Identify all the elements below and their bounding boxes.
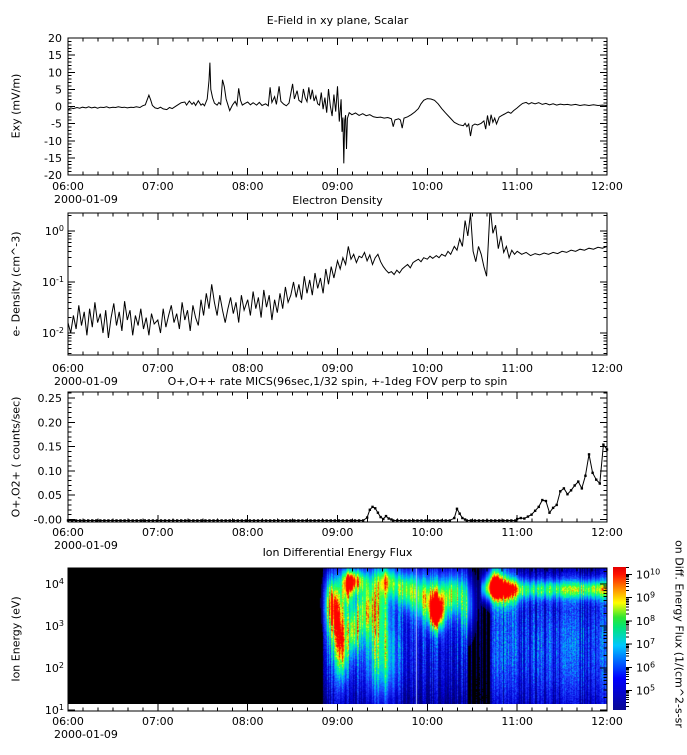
tick-label: 07:00	[141, 526, 174, 539]
tick-label: 12:00	[591, 180, 623, 193]
tick-label: $10^5$	[636, 683, 656, 698]
panel3-ylabel: O+,O2+ ( counts/sec)	[9, 396, 23, 518]
data-marker	[510, 519, 512, 521]
data-marker	[176, 519, 178, 521]
data-marker	[453, 517, 455, 519]
data-marker	[123, 519, 125, 521]
tick-label: 09:00	[321, 362, 354, 375]
data-marker	[366, 516, 368, 518]
tick-label: 10	[48, 66, 62, 80]
data-marker	[249, 519, 251, 521]
panel1-ylabel: Exy (mV/m)	[9, 73, 23, 139]
data-marker	[490, 519, 492, 521]
data-marker	[502, 519, 504, 521]
data-marker	[91, 519, 93, 521]
data-marker	[334, 519, 336, 521]
tick-label: $10^1$	[44, 703, 64, 717]
series-line	[68, 63, 607, 164]
data-marker	[545, 500, 547, 502]
tick-label: $10^2$	[44, 661, 64, 675]
data-marker	[289, 519, 291, 521]
data-marker	[354, 519, 356, 521]
panel4-ylabel: Ion Energy (eV)	[9, 596, 23, 682]
tick-label: -5	[51, 117, 62, 131]
panel3-title: O+,O++ rate MICS(96sec,1/32 spin, +-1deg FOV perp to spin	[167, 375, 508, 388]
data-marker	[321, 519, 323, 521]
data-marker	[156, 519, 158, 521]
tick-label: 10:00	[411, 362, 444, 375]
data-marker	[591, 472, 593, 474]
tick-label: 08:00	[231, 715, 264, 728]
tick-label: 0	[55, 100, 62, 114]
tick-label: 5	[55, 83, 62, 97]
data-marker	[233, 519, 235, 521]
data-marker	[99, 519, 101, 521]
data-marker	[424, 519, 426, 521]
panel1-date: 2000-01-09	[54, 193, 118, 206]
data-marker	[79, 519, 81, 521]
tick-label: 11:00	[501, 715, 534, 728]
data-marker	[516, 518, 518, 520]
data-marker	[144, 519, 146, 521]
data-marker	[115, 519, 117, 521]
data-marker	[584, 475, 586, 477]
data-marker	[385, 515, 387, 517]
data-marker	[602, 443, 604, 445]
data-marker	[392, 519, 394, 521]
tick-label: 06:00	[52, 715, 84, 728]
data-marker	[136, 519, 138, 521]
tick-label: $10^0$	[44, 224, 64, 238]
tick-label: 0.25	[37, 392, 62, 405]
data-marker	[530, 513, 532, 515]
data-marker	[441, 519, 443, 521]
tick-label: 12:00	[591, 362, 623, 375]
data-marker	[498, 519, 500, 521]
data-marker	[388, 517, 390, 519]
data-marker	[374, 507, 376, 509]
data-marker	[192, 519, 194, 521]
data-marker	[342, 519, 344, 521]
tick-label: 0.05	[37, 489, 62, 503]
data-marker	[400, 519, 402, 521]
data-marker	[168, 519, 170, 521]
data-marker	[494, 519, 496, 521]
tick-label: 10:00	[411, 526, 444, 539]
panel2-ylabel: e- Density (cm^-3)	[9, 231, 23, 337]
data-marker	[330, 519, 332, 521]
data-marker	[75, 519, 77, 521]
data-marker	[350, 519, 352, 521]
data-marker	[486, 519, 488, 521]
data-marker	[538, 506, 540, 508]
data-marker	[559, 490, 561, 492]
tick-label: 08:00	[231, 362, 264, 375]
data-marker	[396, 519, 398, 521]
data-marker	[261, 519, 263, 521]
data-marker	[127, 519, 129, 521]
tick-label: 09:00	[321, 715, 354, 728]
tick-label: -20	[44, 169, 62, 182]
colorbar-label: on Diff. Energy Flux (1/(cm^2-s-sr	[672, 540, 686, 728]
tick-label: 11:00	[501, 362, 534, 375]
data-marker	[293, 519, 295, 521]
data-marker	[552, 507, 554, 509]
data-marker	[412, 519, 414, 521]
tick-label: 07:00	[141, 180, 174, 193]
tick-label: $10^8$	[636, 613, 656, 628]
tick-label: 0.20	[37, 416, 62, 430]
data-marker	[273, 519, 275, 521]
data-marker	[527, 515, 529, 517]
data-marker	[188, 519, 190, 521]
data-marker	[555, 504, 557, 506]
data-marker	[253, 519, 255, 521]
data-marker	[237, 519, 239, 521]
tick-label: -10	[44, 134, 62, 148]
panel3-date: 2000-01-09	[54, 539, 118, 552]
data-marker	[432, 519, 434, 521]
data-marker	[107, 519, 109, 521]
data-marker	[563, 487, 565, 489]
series-line	[68, 207, 607, 338]
tick-label: 11:00	[501, 180, 534, 193]
data-marker	[470, 519, 472, 521]
data-marker	[570, 489, 572, 491]
colorbar-axis	[626, 568, 660, 707]
data-marker	[204, 519, 206, 521]
tick-label: 12:00	[591, 526, 623, 539]
series-line	[68, 445, 607, 521]
data-marker	[148, 519, 150, 521]
tick-label: 08:00	[231, 180, 264, 193]
data-marker	[416, 519, 418, 521]
data-marker	[269, 519, 271, 521]
data-marker	[358, 519, 360, 521]
plot-frame	[68, 38, 607, 175]
tick-label: 06:00	[52, 180, 84, 193]
data-marker	[216, 519, 218, 521]
data-marker	[445, 519, 447, 521]
tick-label: 08:00	[231, 526, 264, 539]
tick-label: -0.00	[33, 513, 62, 527]
data-marker	[581, 487, 583, 489]
data-marker	[245, 519, 247, 521]
data-marker	[111, 519, 113, 521]
tick-label: 12:00	[591, 715, 623, 728]
data-marker	[212, 519, 214, 521]
panel2-title: Electron Density	[292, 194, 383, 207]
data-marker	[208, 519, 210, 521]
data-marker	[140, 519, 142, 521]
data-marker	[534, 510, 536, 512]
data-marker	[95, 519, 97, 521]
data-marker	[309, 519, 311, 521]
data-marker	[404, 519, 406, 521]
tick-label: 07:00	[141, 362, 174, 375]
data-marker	[461, 517, 463, 519]
data-marker	[164, 519, 166, 521]
data-marker	[265, 519, 267, 521]
data-marker	[160, 519, 162, 521]
data-marker	[420, 519, 422, 521]
tick-label: -15	[44, 151, 62, 165]
data-marker	[606, 448, 608, 450]
tick-label: $10^{-2}$	[42, 326, 64, 340]
data-marker	[520, 517, 522, 519]
panel2-date: 2000-01-09	[54, 375, 118, 388]
panel4-date: 2000-01-09	[54, 728, 118, 741]
data-marker	[379, 516, 381, 518]
data-marker	[87, 519, 89, 521]
tick-label: 09:00	[321, 180, 354, 193]
data-marker	[83, 519, 85, 521]
tick-label: 0.15	[37, 440, 62, 454]
data-marker	[152, 519, 154, 521]
data-marker	[377, 511, 379, 513]
plot-frame	[68, 392, 607, 522]
data-marker	[436, 519, 438, 521]
tick-label: 11:00	[501, 526, 534, 539]
data-marker	[131, 519, 133, 521]
tick-label: 15	[48, 49, 62, 63]
data-marker	[229, 519, 231, 521]
panel1-plot	[44, 32, 623, 193]
tick-label: $10^3$	[44, 619, 64, 633]
tick-label: 10:00	[411, 180, 444, 193]
data-marker	[346, 519, 348, 521]
data-marker	[172, 519, 174, 521]
data-marker	[408, 519, 410, 521]
data-marker	[371, 506, 373, 508]
tick-label: 07:00	[141, 715, 174, 728]
data-marker	[599, 482, 601, 484]
tick-label: $10^4$	[44, 577, 64, 591]
data-marker	[277, 519, 279, 521]
data-marker	[548, 511, 550, 513]
data-marker	[220, 519, 222, 521]
data-marker	[103, 519, 105, 521]
tick-label: $10^7$	[636, 637, 656, 652]
data-marker	[541, 499, 543, 501]
data-marker	[577, 480, 579, 482]
data-marker	[595, 478, 597, 480]
data-marker	[506, 519, 508, 521]
data-marker	[362, 519, 364, 521]
tick-label: 06:00	[52, 526, 84, 539]
panel1-title: E-Field in xy plane, Scalar	[266, 14, 409, 27]
data-marker	[428, 519, 430, 521]
data-marker	[566, 493, 568, 495]
panel3-plot	[34, 392, 623, 539]
data-marker	[297, 519, 299, 521]
tick-label: $10^{10}$	[636, 567, 661, 582]
data-marker	[317, 519, 319, 521]
data-marker	[257, 519, 259, 521]
data-marker	[474, 519, 476, 521]
data-marker	[382, 518, 384, 520]
data-marker	[466, 519, 468, 521]
data-marker	[180, 519, 182, 521]
tick-label: 06:00	[52, 362, 84, 375]
data-marker	[449, 519, 451, 521]
data-marker	[71, 519, 73, 521]
data-marker	[285, 519, 287, 521]
data-marker	[456, 508, 458, 510]
data-marker	[184, 519, 186, 521]
data-marker	[482, 519, 484, 521]
data-marker	[196, 519, 198, 521]
tick-label: 20	[48, 32, 62, 45]
panel2-plot	[42, 207, 623, 375]
data-marker	[241, 519, 243, 521]
tick-label: $10^9$	[636, 590, 656, 605]
panel4-title: Ion Differential Energy Flux	[262, 546, 413, 559]
panel4-plot	[45, 568, 623, 728]
data-marker	[458, 512, 460, 514]
data-marker	[588, 453, 590, 455]
data-marker	[281, 519, 283, 521]
data-marker	[338, 519, 340, 521]
tick-label: $10^6$	[636, 660, 656, 675]
data-marker	[573, 484, 575, 486]
data-marker	[301, 519, 303, 521]
tick-label: 10:00	[411, 715, 444, 728]
data-marker	[326, 519, 328, 521]
data-marker	[369, 509, 371, 511]
data-marker	[313, 519, 315, 521]
tick-label: 09:00	[321, 526, 354, 539]
data-marker	[67, 519, 69, 521]
data-marker	[224, 519, 226, 521]
data-marker	[119, 519, 121, 521]
tick-label: $10^{-1}$	[42, 275, 64, 289]
data-marker	[305, 519, 307, 521]
tick-label: 0.10	[37, 464, 62, 478]
data-marker	[478, 519, 480, 521]
data-marker	[523, 517, 525, 519]
data-marker	[200, 519, 202, 521]
plot-frame	[68, 568, 607, 711]
